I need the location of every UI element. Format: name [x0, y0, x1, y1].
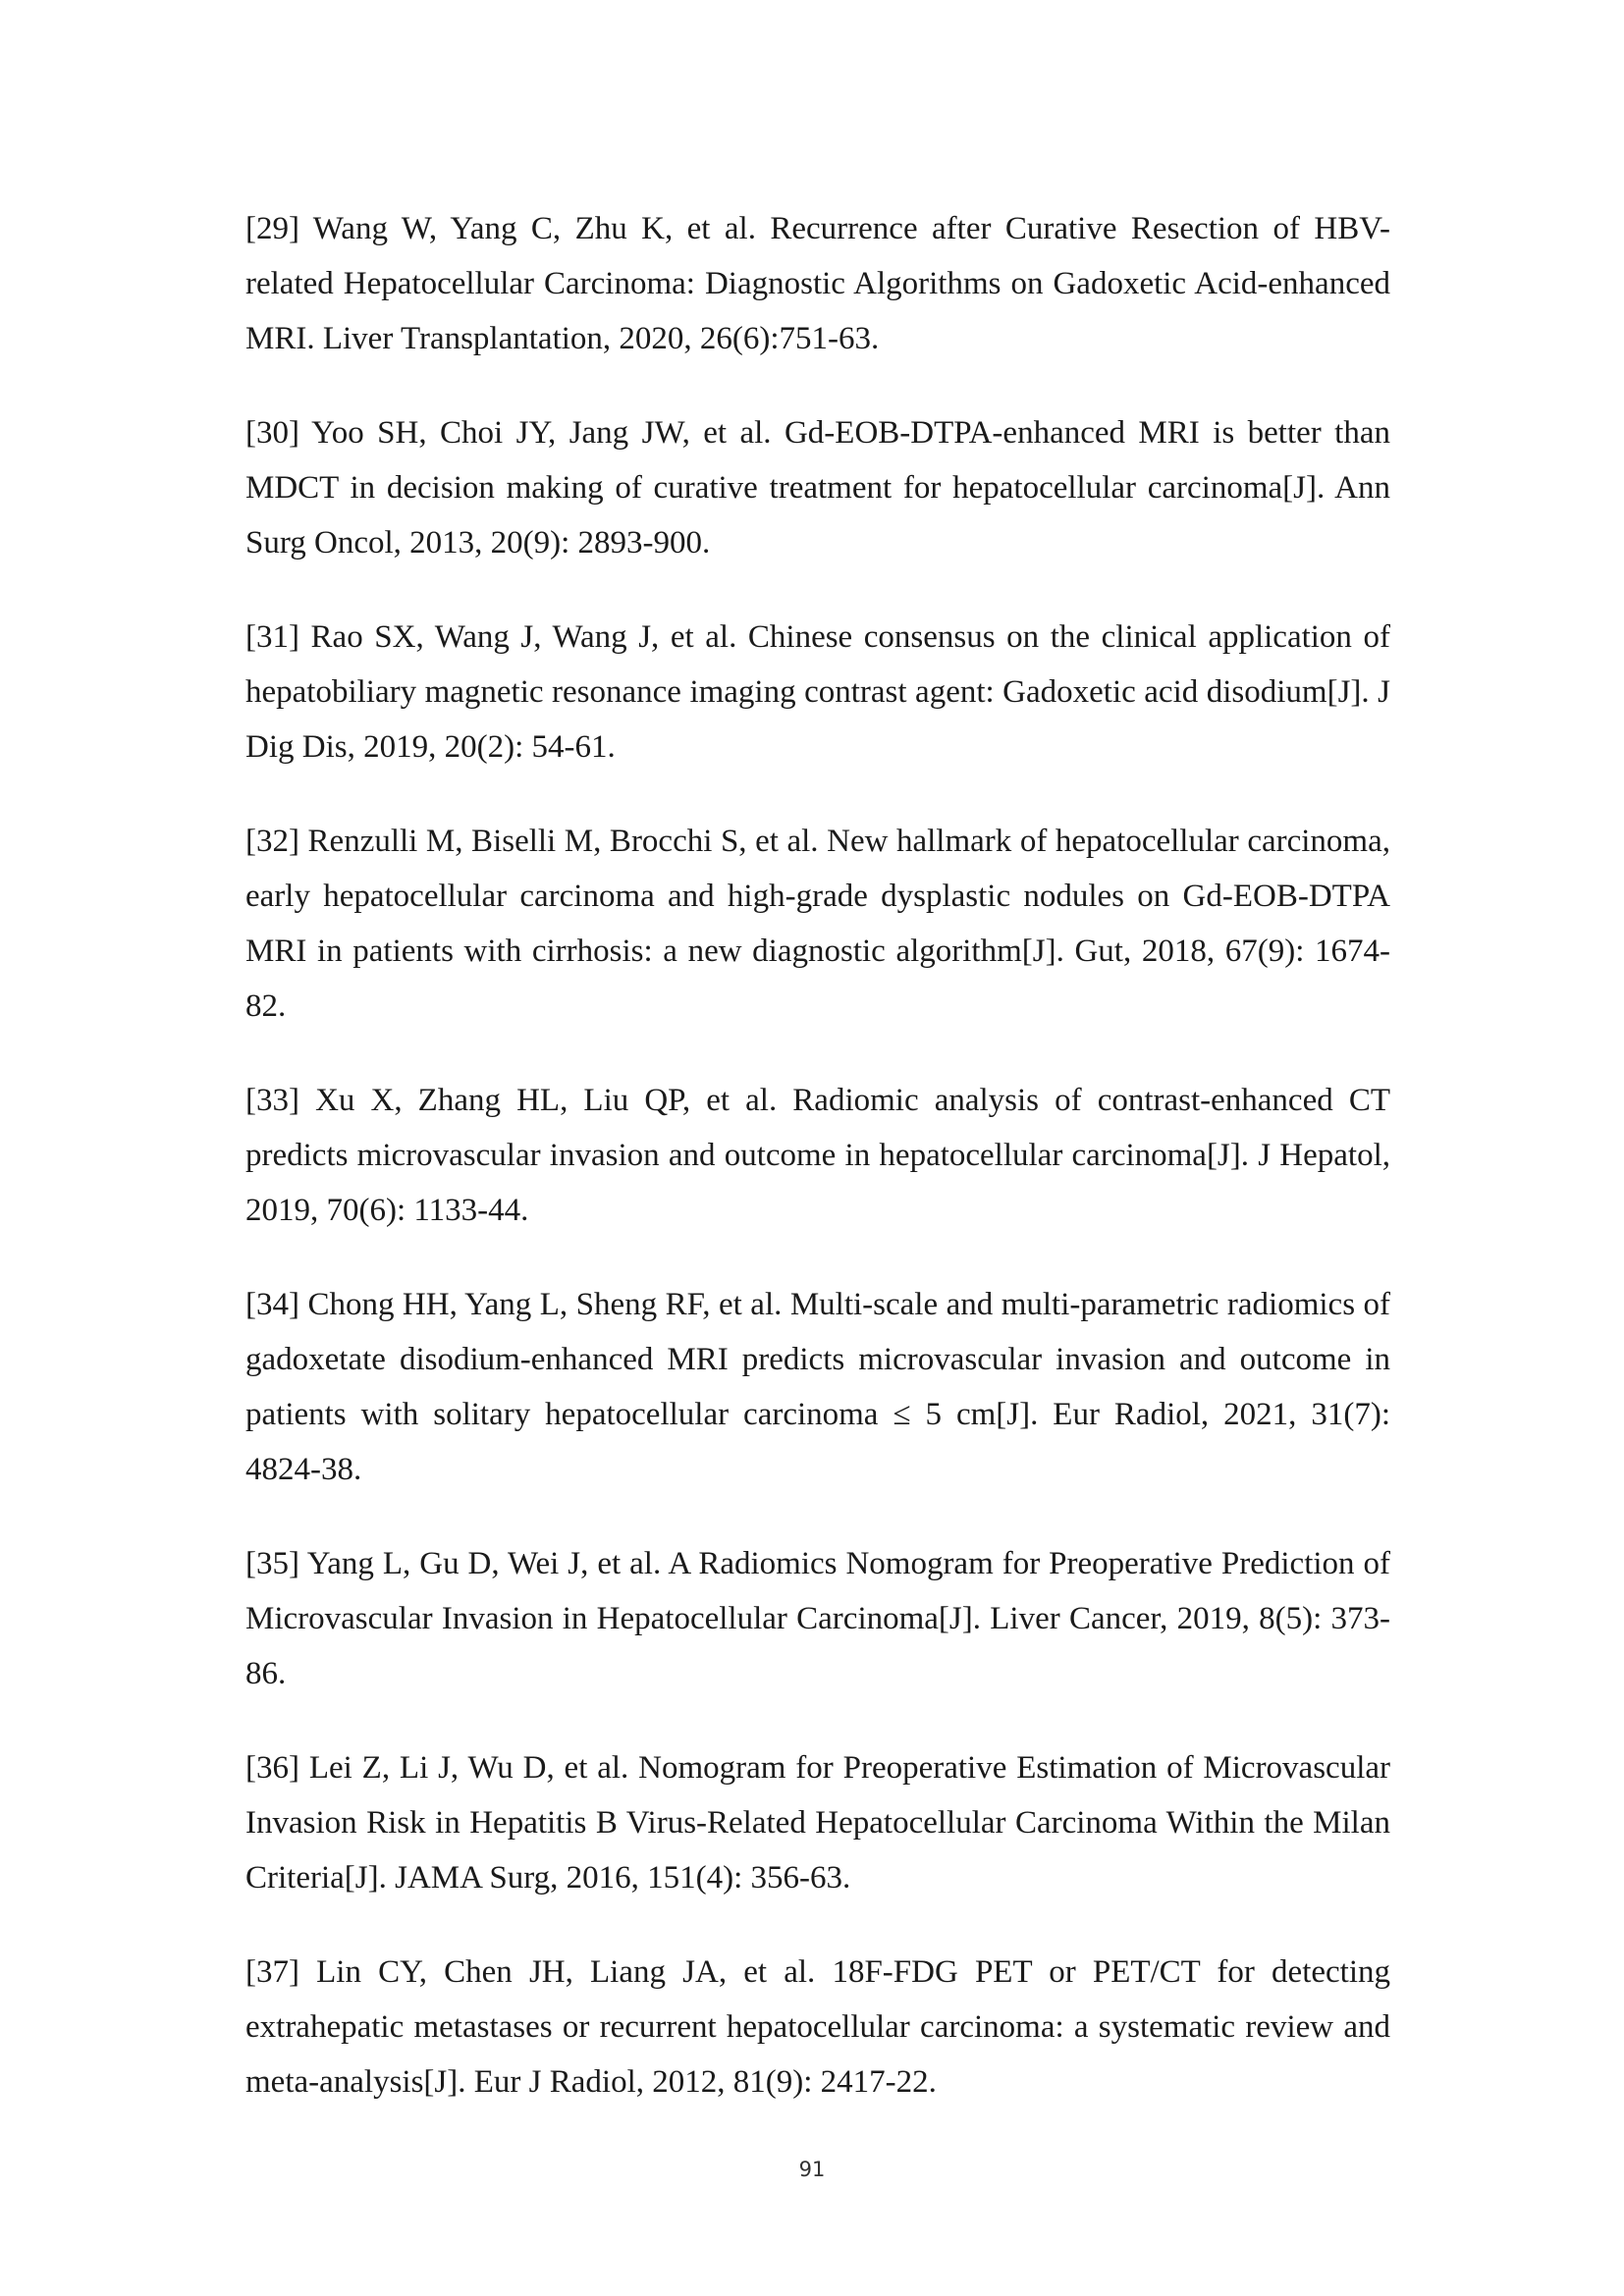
reference-37: [37] Lin CY, Chen JH, Liang JA, et al. 18F-FDG PET or PET/CT for detecting extrahepatic metastases or recurrent hepatocellular carcinoma: a systematic review and meta-analysis[J]. Eur J Radiol, 2012, 81(9): 2417-22.: [245, 1954, 1390, 2100]
reference-35: [35] Yang L, Gu D, Wei J, et al. A Radiomics Nomogram for Preoperative Prediction of Microvascular Invasion in Hepatocellular Carcinoma[J]. Liver Cancer, 2019, 8(5): 373-86.: [245, 1546, 1390, 1691]
reference-36: [36] Lei Z, Li J, Wu D, et al. Nomogram for Preoperative Estimation of Microvascular Invasion Risk in Hepatitis B Virus-Related Hepatocellular Carcinoma Within the Milan Criteria[J]. JAMA Surg, 2016, 151(4): 356-63.: [245, 1750, 1390, 1896]
reference-31: [31] Rao SX, Wang J, Wang J, et al. Chinese consensus on the clinical application of hepatobiliary magnetic resonance imaging contrast agent: Gadoxetic acid disodium[J]. J Dig Dis, 2019, 20(2): 54-61.: [245, 619, 1390, 765]
reference-29: [29] Wang W, Yang C, Zhu K, et al. Recurrence after Curative Resection of HBV-related Hepatocellular Carcinoma: Diagnostic Algorithms on Gadoxetic Acid-enhanced MRI. Liver Transplantation, 2020, 26(6):751-63.: [245, 211, 1390, 356]
page-number: 91: [798, 2158, 826, 2181]
reference-32: [32] Renzulli M, Biselli M, Brocchi S, et al. New hallmark of hepatocellular carcinoma, early hepatocellular carcinoma and high-grade dysplastic nodules on Gd-EOB-DTPA MRI in patients with cirrhosis: a new diagnostic algorithm[J]. Gut, 2018, 67(9): 1674-82.: [245, 824, 1390, 1024]
reference-33: [33] Xu X, Zhang HL, Liu QP, et al. Radiomic analysis of contrast-enhanced CT predicts microvascular invasion and outcome in hepatocellular carcinoma[J]. J Hepatol, 2019, 70(6): 1133-44.: [245, 1083, 1390, 1228]
reference-list: [245, 201, 1390, 2109]
reference-34: [34] Chong HH, Yang L, Sheng RF, et al. Multi-scale and multi-parametric radiomics of gadoxetate disodium-enhanced MRI predicts microvascular invasion and outcome in patients with solitary hepatocellular carcinoma ≤ 5 cm[J]. Eur Radiol, 2021, 31(7): 4824-38.: [245, 1287, 1390, 1487]
reference-30: [30] Yoo SH, Choi JY, Jang JW, et al. Gd-EOB-DTPA-enhanced MRI is better than MDCT in decision making of curative treatment for hepatocellular carcinoma[J]. Ann Surg Oncol, 2013, 20(9): 2893-900.: [245, 415, 1390, 561]
